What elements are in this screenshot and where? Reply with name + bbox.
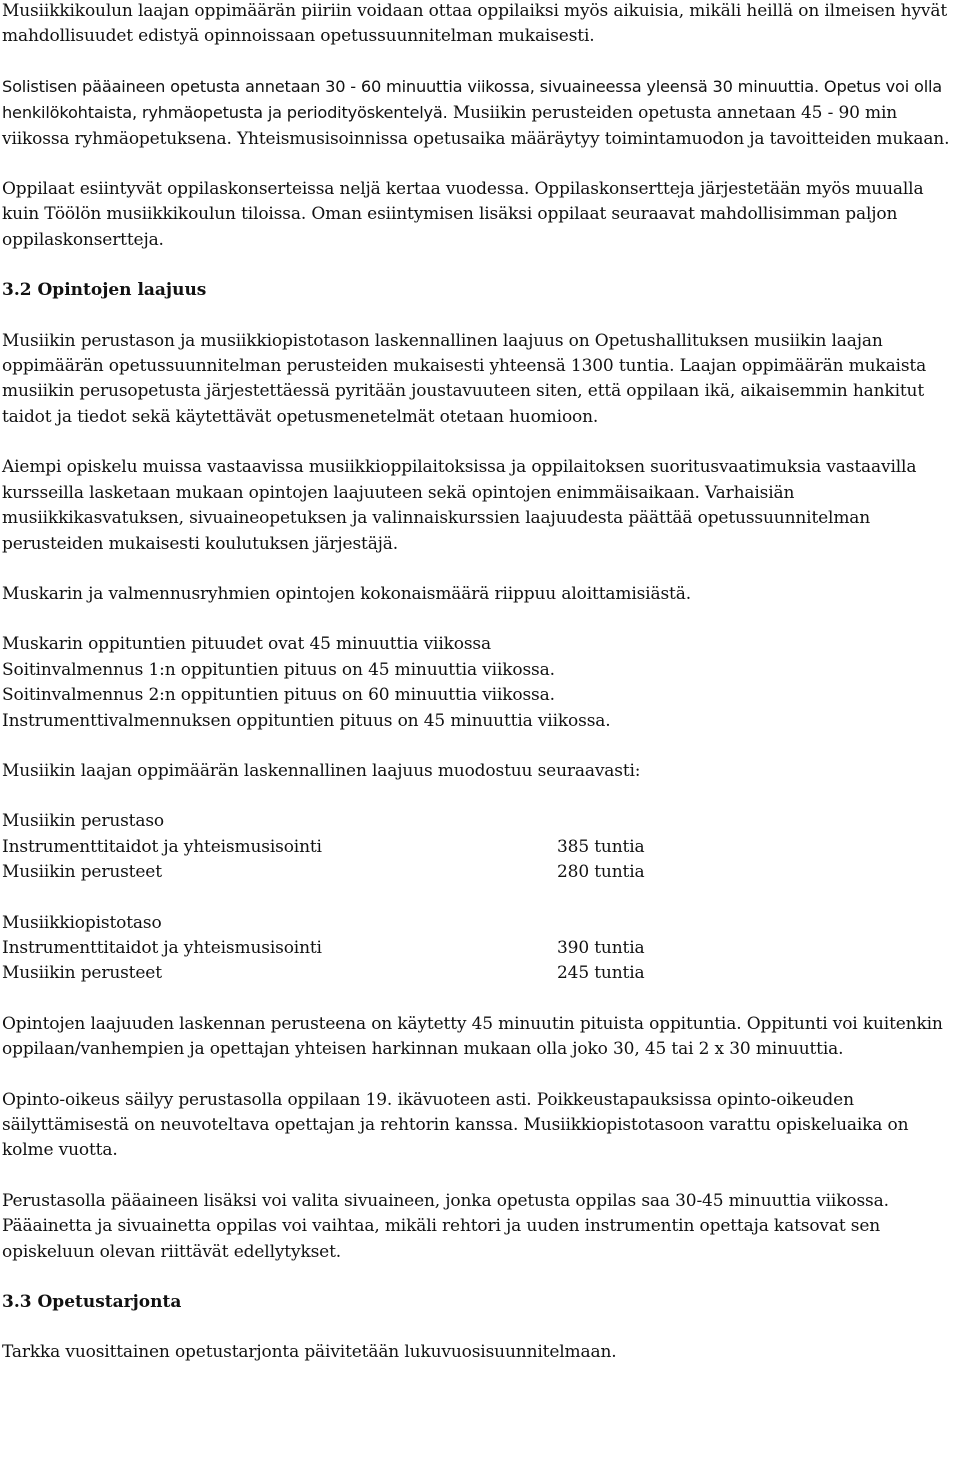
paragraph-sivuaine: Perustasolla pääaineen lisäksi voi valita sivuaineen, jonka opetusta oppilas saa 30-45 minuuttia viikossa. Pääainetta ja sivuainetta oppilas voi vaihtaa, mikäli rehtori ja uuden instrumentin opettaja katsovat sen opiskeluun olevan riittävät edellytykset. [2, 1190, 889, 1262]
row-label: Instrumenttitaidot ja yhteismusisointi [2, 937, 322, 958]
list-item: Soitinvalmennus 1:n oppituntien pituus on 45 minuuttia viikossa. [2, 659, 555, 680]
paragraph-opetusaika-text-a: Solistisen pääaineen opetusta annetaan 30 - 60 minuuttia viikossa, sivuaineessa yleensä 30 minuuttia. Opetus voi olla henkilökohtaista, ryhmäopetusta ja periodityöskentelyä. [2, 76, 943, 123]
paragraph-konsertit [2, 177, 952, 253]
paragraph-opetusaika [2, 74, 952, 152]
list-item: Muskarin oppituntien pituudet ovat 45 minuuttia viikossa [2, 634, 491, 655]
document-page [2, 0, 952, 1366]
table-opistotaso [2, 911, 952, 987]
row-label: Musiikin perusteet [2, 963, 162, 984]
paragraph-opinto-oikeus: Opinto-oikeus säilyy perustasolla oppilaan 19. ikävuoteen asti. Poikkeustapauksissa opinto-oikeuden säilyttämisestä on neuvoteltava opettajan ja rehtorin kanssa. Musiikkiopistotasoon varattu opiskeluaika on kolme vuotta. [2, 1089, 909, 1161]
list-item: Instrumenttivalmennuksen oppituntien pituus on 45 minuuttia viikossa. [2, 710, 611, 731]
table-row [2, 835, 952, 860]
row-label: Musiikin perusteet [2, 862, 162, 883]
row-value: 385 tuntia [557, 836, 645, 857]
row-value: 245 tuntia [557, 963, 645, 984]
table-title: Musiikin perustaso [2, 811, 165, 832]
list-oppituntien-pituudet [2, 632, 952, 734]
table-row [2, 860, 952, 885]
list-item: Soitinvalmennus 2:n oppituntien pituus on 60 minuuttia viikossa. [2, 685, 555, 706]
paragraph-tarjonta: Tarkka vuosittainen opetustarjonta päivitetään lukuvuosisuunnitelmaan. [2, 1342, 617, 1363]
paragraph-laskenta: Opintojen laajuuden laskennan perusteena on käytetty 45 minuutin pituista oppituntia. Oppitunti voi kuitenkin oppilaan/vanhempien ja opettajan yhteisen harkinnan mukaan olla joko 30, 45 tai 2 x 30 minuuttia. [2, 1013, 943, 1060]
row-value: 390 tuntia [557, 937, 645, 958]
section-heading-3-2: 3.2 Opintojen laajuus [2, 280, 207, 301]
section-heading-3-3: 3.3 Opetustarjonta [2, 1292, 182, 1313]
paragraph-konsertit-text-a: Oppilaat esiintyvät oppilaskonserteissa neljä kertaa vuodessa. [2, 179, 530, 200]
row-value: 280 tuntia [557, 862, 645, 883]
table-title: Musiikkiopistotaso [2, 912, 162, 933]
paragraph-konsertit-text-c: Oman esiintymisen lisäksi oppilaat seuraavat mahdollisimman paljon oppilaskonsertteja. [2, 204, 898, 250]
paragraph-laajuus: Musiikin perustason ja musiikkiopistotason laskennallinen laajuus on Opetushallituksen musiikin laajan oppimäärän opetussuunnitelman perusteiden mukaisesti yhteensä 1300 tuntia. Laajan oppimäärän mukaista musiikin perusopetusta järjestettäessä pyritään joustavuuteen siten, että oppilaan ikä, aikaisemmin hankitut taidot ja tiedot sekä käytettävät opetusmenetelmät otetaan huomioon. [2, 330, 927, 427]
paragraph-aiempi-opiskelu: Aiempi opiskelu muissa vastaavissa musiikkioppilaitoksissa ja oppilaitoksen suoritusvaatimuksia vastaavilla kursseilla lasketaan mukaan opintojen laajuuteen sekä opintojen enimmäisaikaan. Varhaisiän musiikkikasvatuksen, sivuaineopetuksen ja valinnaiskurssien laajuudesta päättää opetussuunnitelman perusteiden mukaisesti koulutuksen järjestäjä. [2, 457, 917, 554]
paragraph-aikuiset: Musiikkikoulun laajan oppimäärän piiriin voidaan ottaa oppilaiksi myös aikuisia, mikäli heillä on ilmeisen hyvät mahdollisuudet edistyä opinnoissaan opetussuunnitelman mukaisesti. [2, 1, 948, 47]
table-perustaso [2, 809, 952, 885]
table-row [2, 936, 952, 961]
paragraph-muskari: Muskarin ja valmennusryhmien opintojen kokonaismäärä riippuu aloittamisiästä. [2, 583, 691, 604]
table-row [2, 961, 952, 986]
paragraph-konsertit-text-b: Oppilaskonsertteja järjestetään myös muualla kuin Töölön musiikkikoulun tiloissa. [2, 179, 924, 225]
paragraph-muodostuu: Musiikin laajan oppimäärän laskennallinen laajuus muodostuu seuraavasti: [2, 760, 641, 781]
row-label: Instrumenttitaidot ja yhteismusisointi [2, 836, 322, 857]
paragraph-opetusaika-text-c: Yhteismusisoinnissa opetusaika määräytyy toimintamuodon ja tavoitteiden mukaan. [236, 128, 950, 149]
paragraph-opetusaika-text-b: Musiikin perusteiden opetusta annetaan 45 - 90 min viikossa ryhmäopetuksena. [2, 103, 898, 149]
